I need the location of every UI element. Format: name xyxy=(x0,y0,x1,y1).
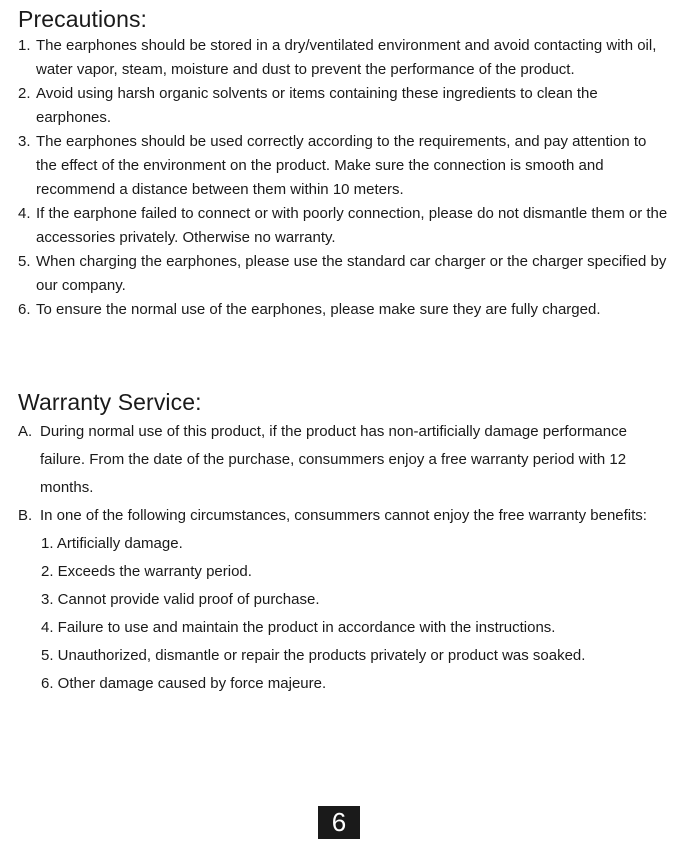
circumstance-item: 3. Cannot provide valid proof of purchase. xyxy=(41,591,320,608)
precaution-item xyxy=(18,250,670,298)
warranty-clause-b xyxy=(18,502,658,530)
circumstance-item: 1. Artificially damage. xyxy=(41,535,183,552)
warranty-section xyxy=(18,418,658,698)
precaution-item xyxy=(18,82,670,130)
precaution-text: When charging the earphones, please use the standard car charger or the charger specified by our company. xyxy=(36,253,667,294)
precaution-text: The earphones should be used correctly according to the requirements, and pay attention to the effect of the environment on the product. Make sure the connection is smooth and recommend a distance between them within 10 meters. xyxy=(36,133,647,198)
precautions-list xyxy=(18,34,670,322)
page-number: 6 xyxy=(318,806,360,839)
circumstance-item: 6. Other damage caused by force majeure. xyxy=(41,675,327,692)
circumstance-item: 4. Failure to use and maintain the product in accordance with the instructions. xyxy=(41,619,556,636)
precaution-item xyxy=(18,202,670,250)
precaution-number: 6. xyxy=(18,301,31,318)
precaution-number: 1. xyxy=(18,37,31,54)
precaution-item xyxy=(18,298,670,322)
precaution-number: 3. xyxy=(18,133,31,150)
warranty-title: Warranty Service: xyxy=(18,389,202,415)
precaution-text: The earphones should be stored in a dry/ventilated environment and avoid contacting with oil, water vapor, steam, moisture and dust to prevent the performance of the product. xyxy=(36,37,657,78)
circumstance-item: 2. Exceeds the warranty period. xyxy=(41,563,252,580)
precautions-title: Precautions: xyxy=(18,6,148,32)
circumstances-list xyxy=(18,530,658,698)
clause-text: During normal use of this product, if the product has non-artificially damage performance failure. From the date of the purchase, consummers enjoy a free warranty period with 12 months. xyxy=(40,423,627,496)
precaution-number: 5. xyxy=(18,253,31,270)
precaution-number: 4. xyxy=(18,205,31,222)
clause-text: In one of the following circumstances, consummers cannot enjoy the free warranty benefits: xyxy=(40,507,647,524)
warranty-clause-a xyxy=(18,418,658,502)
precaution-text: Avoid using harsh organic solvents or items containing these ingredients to clean the earphones. xyxy=(36,85,598,126)
precaution-number: 2. xyxy=(18,85,31,102)
circumstance-item: 5. Unauthorized, dismantle or repair the products privately or product was soaked. xyxy=(41,647,586,664)
precaution-item xyxy=(18,130,670,202)
clause-label: B. xyxy=(18,507,33,524)
precaution-item xyxy=(18,34,670,82)
precaution-text: If the earphone failed to connect or with poorly connection, please do not dismantle them or the accessories privately. Otherwise no warranty. xyxy=(36,205,668,246)
precaution-text: To ensure the normal use of the earphones, please make sure they are fully charged. xyxy=(36,301,601,318)
clause-label: A. xyxy=(18,423,33,440)
